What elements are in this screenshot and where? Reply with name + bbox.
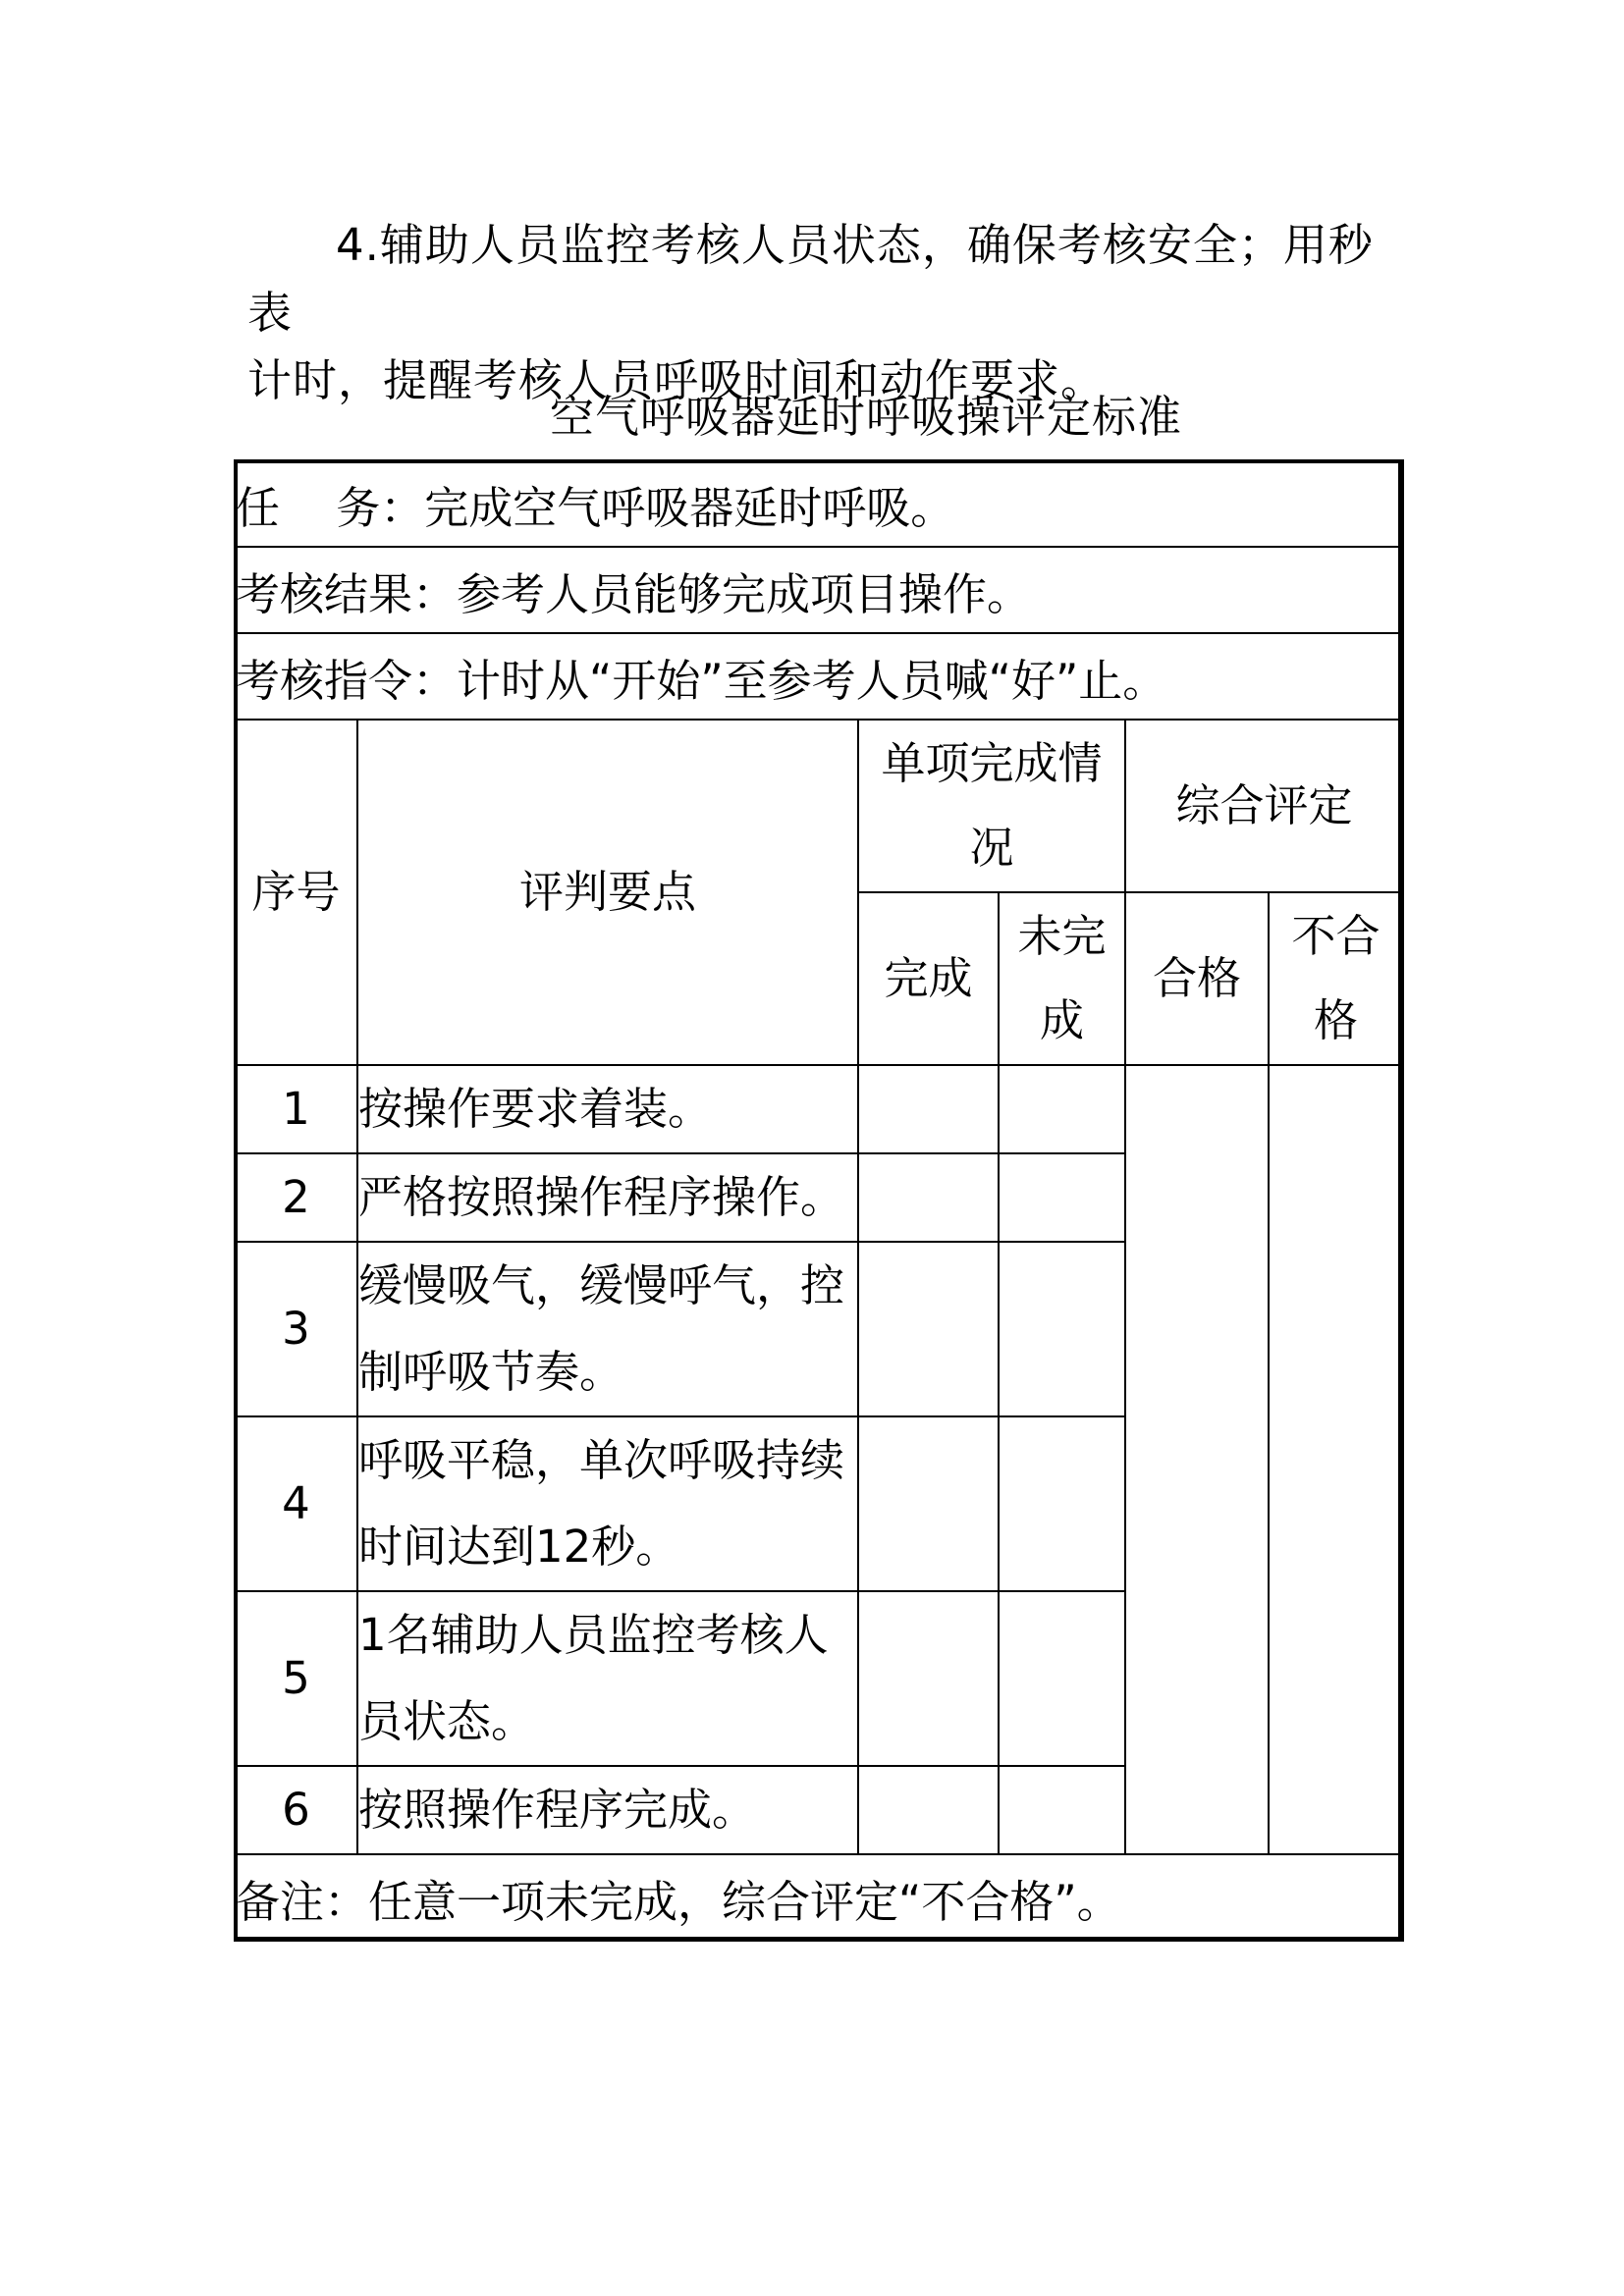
header-points: 评判要点: [357, 720, 858, 1065]
row-seq: 6: [235, 1766, 357, 1854]
intro-line-1: 4.辅助人员监控考核人员状态，确保考核安全；用秒表: [247, 219, 1374, 339]
row-point: 严格按照操作程序操作。: [357, 1153, 858, 1242]
header-seq: 序号: [235, 720, 357, 1065]
intro-line-2: 计时，提醒考核人员呼吸时间和动作要求。: [247, 354, 1107, 406]
header-fail: 不合格: [1269, 892, 1403, 1065]
intro-paragraph: [247, 211, 1406, 414]
row-point: 缓慢吸气，缓慢呼气，控制呼吸节奏。: [357, 1242, 858, 1416]
row-point: 呼吸平稳，单次呼吸持续时间达到12秒。: [357, 1416, 858, 1591]
header-not-done: 未完成: [999, 892, 1125, 1065]
task-row: 任 务：完成空气呼吸器延时呼吸。: [235, 460, 1403, 547]
header-done: 完成: [858, 892, 999, 1065]
row-seq: 5: [235, 1591, 357, 1766]
header-overall: 综合评定: [1125, 720, 1403, 892]
row-point: 按照操作程序完成。: [357, 1766, 858, 1854]
header-single-status: 单项完成情况: [858, 720, 1125, 892]
row-seq: 3: [235, 1242, 357, 1416]
remark-row: 备注：任意一项未完成，综合评定“不合格”。: [235, 1854, 1403, 1941]
instruction-row: 考核指令：计时从“开始”至参考人员喊“好”止。: [235, 633, 1403, 720]
header-pass: 合格: [1125, 892, 1269, 1065]
row-seq: 4: [235, 1416, 357, 1591]
row-seq: 2: [235, 1153, 357, 1242]
table-title: 空气呼吸器延时呼吸操评定标准: [550, 391, 1183, 443]
row-seq: 1: [235, 1065, 357, 1153]
row-point: 1名辅助人员监控考核人员状态。: [357, 1591, 858, 1766]
row-point: 按操作要求着装。: [357, 1065, 858, 1153]
result-row: 考核结果：参考人员能够完成项目操作。: [235, 547, 1403, 633]
table-outer-border: [234, 459, 1402, 1941]
